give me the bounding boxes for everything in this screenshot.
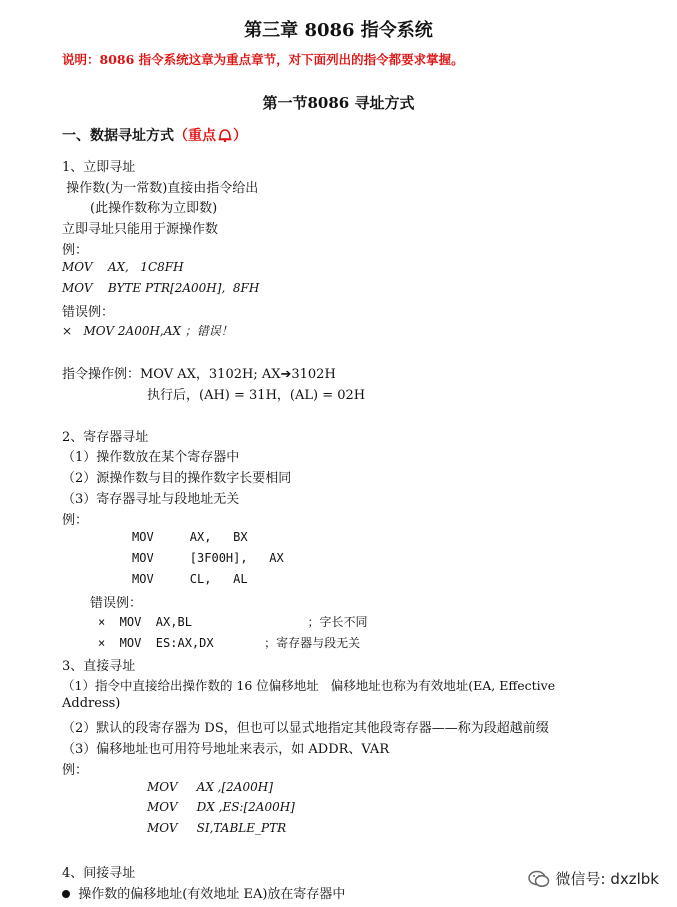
direct-code2: MOV DX ,ES:[2A00H]	[147, 800, 295, 814]
immediate-line1: 操作数(为一常数)直接由指令给出	[62, 181, 259, 196]
direct-point3: （3）偏移地址也可用符号地址来表示，如 ADDR、VAR	[62, 742, 390, 757]
immediate-code2: MOV BYTE PTR[2A00H], 8FH	[62, 281, 260, 295]
register-bad2: × MOV ES:AX,DX ；寄存器与段无关	[98, 636, 361, 650]
bell-icon	[217, 128, 233, 142]
indirect-heading: 4、间接寻址	[62, 866, 136, 881]
register-point2: （2）源操作数与目的操作数字长要相同	[62, 471, 292, 486]
register-code2: MOV [3F00H], AX	[132, 551, 284, 565]
immediate-error-label: 错误例：	[62, 305, 115, 320]
direct-code1: MOV AX ,[2A00H]	[147, 780, 273, 794]
heading-close: ）	[233, 128, 247, 144]
watermark-text: 微信号: dxzlbk	[555, 870, 659, 888]
direct-code3: MOV SI,TABLE_PTR	[147, 821, 287, 835]
chapter-note: 说明：8086 指令系统这章为重点章节，对下面列出的指令都要求掌握。	[62, 52, 464, 67]
register-heading: 2、寄存器寻址	[62, 430, 149, 445]
immediate-example-label: 例：	[62, 243, 89, 258]
indirect-bullet-text: 操作数的偏移地址(有效地址 EA)放在寄存器中	[78, 887, 346, 902]
immediate-op2: 执行后，(AH) = 31H，(AL) = 02H	[147, 388, 366, 403]
section-title: 第一节8086 寻址方式	[262, 94, 415, 112]
immediate-op1: 指令操作例：MOV AX，3102H; AX➔3102H	[62, 367, 336, 382]
heading-data-addressing	[62, 125, 247, 145]
immediate-line2: (此操作数称为立即数)	[90, 201, 218, 216]
wechat-icon	[528, 870, 550, 888]
heading-text: 一、数据寻址方式	[62, 128, 174, 144]
direct-example-label: 例：	[62, 763, 89, 778]
direct-point1: （1）指令中直接给出操作数的 16 位偏移地址 偏移地址也称为有效地址(EA, Effective	[62, 678, 556, 693]
register-code3: MOV CL, AL	[132, 572, 248, 586]
page-title: 第三章 8086 指令系统	[244, 20, 433, 41]
bullet-icon	[62, 890, 70, 898]
immediate-line3: 立即寻址只能用于源操作数	[62, 222, 219, 237]
immediate-heading: 1、立即寻址	[62, 160, 136, 175]
register-example-label: 例：	[62, 513, 89, 528]
watermark	[528, 868, 659, 889]
immediate-code1: MOV AX, 1C8FH	[62, 260, 184, 274]
direct-heading: 3、直接寻址	[62, 659, 136, 674]
immediate-bad-code: × MOV 2A00H,AX ；错误！	[62, 324, 233, 338]
register-code1: MOV AX, BX	[132, 530, 248, 544]
register-error-label: 错误例：	[90, 596, 143, 611]
register-point1: （1）操作数放在某个寄存器中	[62, 450, 240, 465]
indirect-bullet	[62, 883, 345, 902]
register-bad1: × MOV AX,BL ；字长不同	[98, 615, 368, 629]
heading-key: （重点	[174, 128, 216, 144]
direct-point1b: Address)	[62, 696, 121, 711]
register-point3: （3）寄存器寻址与段地址无关	[62, 492, 240, 507]
direct-point2: （2）默认的段寄存器为 DS，但也可以显式地指定其他段寄存器——称为段超越前缀	[62, 721, 549, 736]
